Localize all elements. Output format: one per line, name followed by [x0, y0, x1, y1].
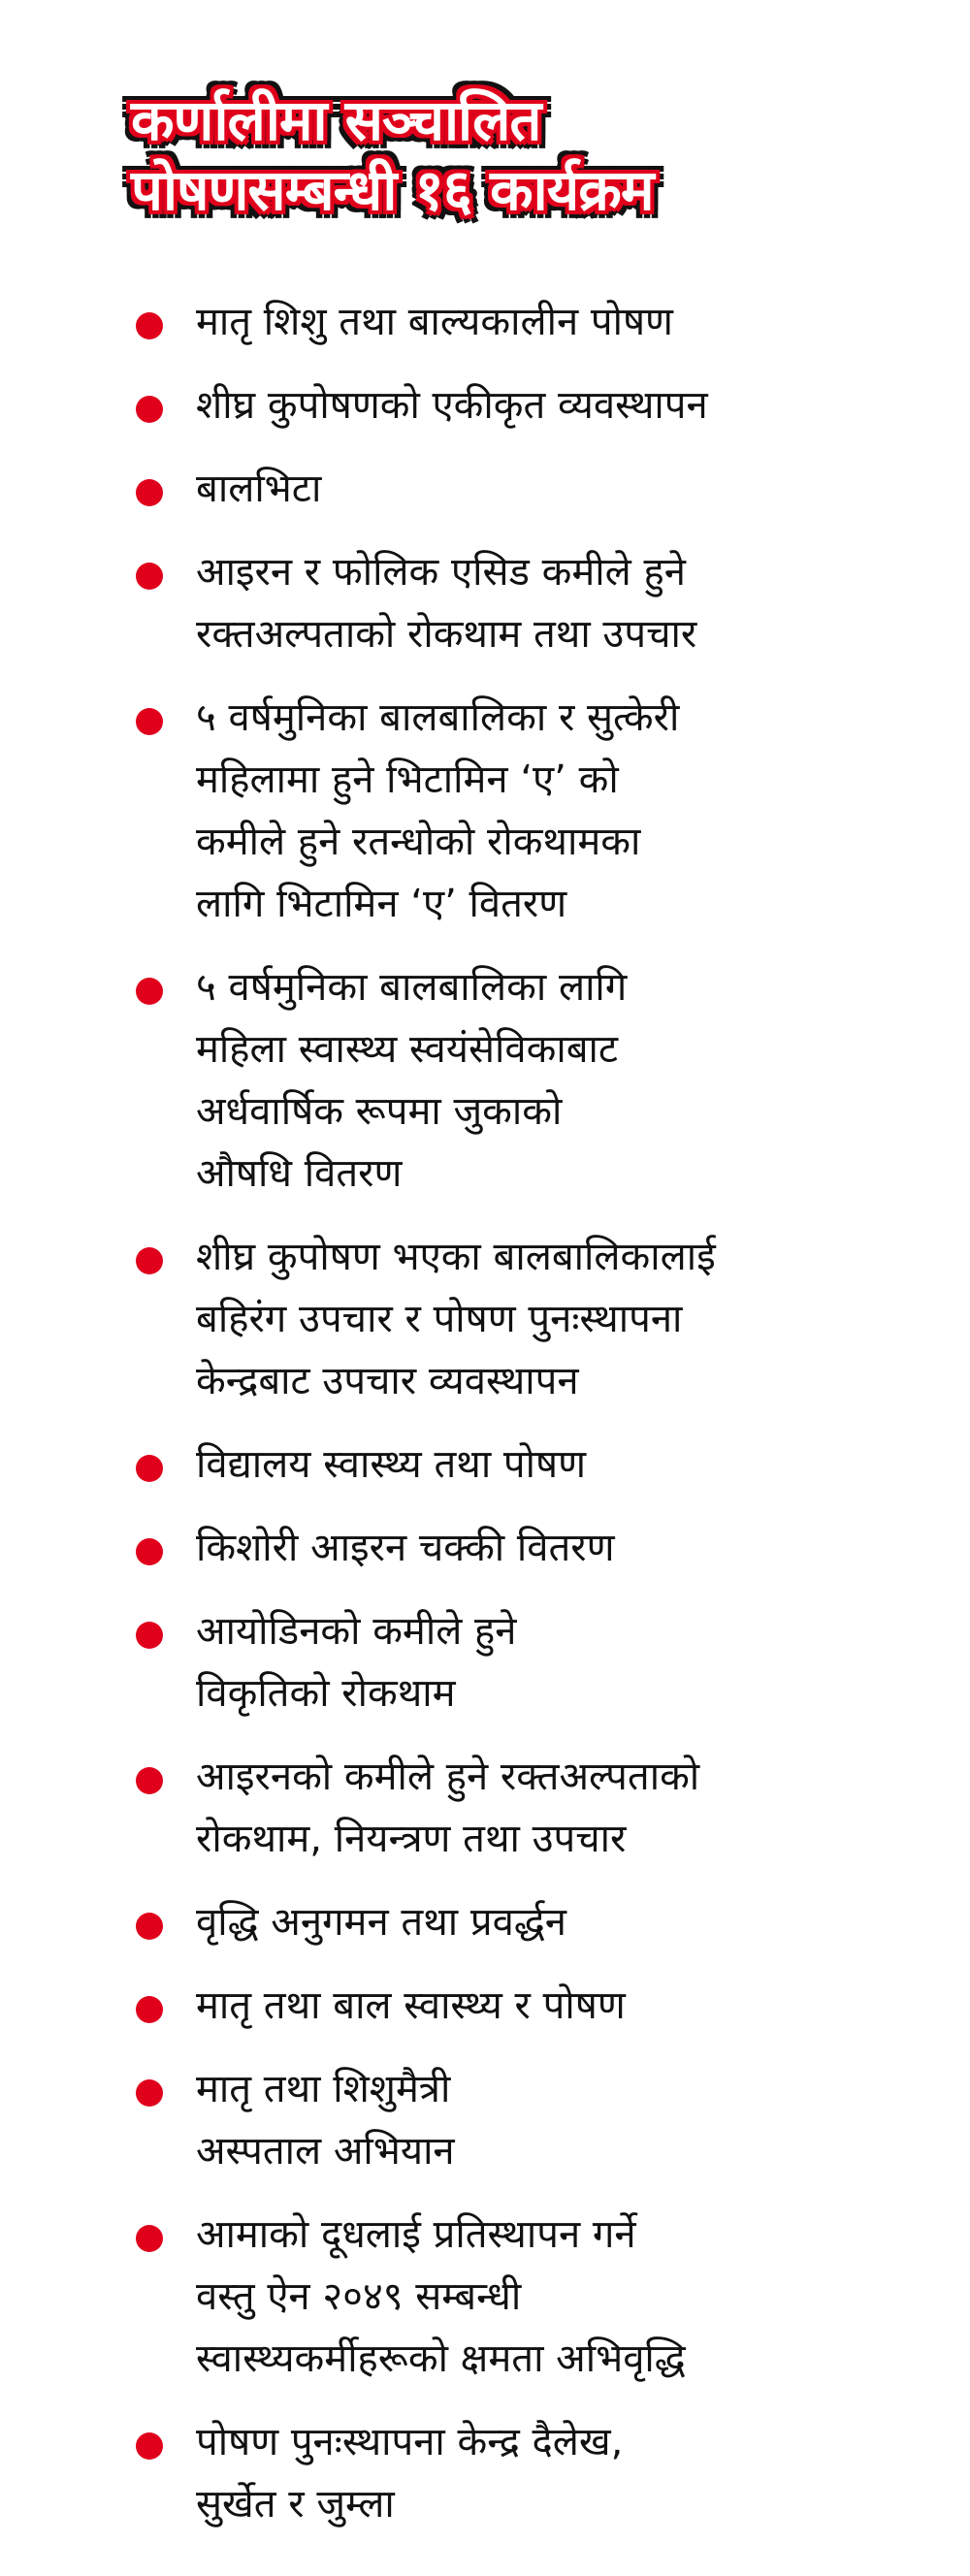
list-item — [136, 956, 931, 1205]
bullet-dot-icon — [136, 479, 163, 506]
list-item — [136, 1517, 931, 1579]
list-item — [136, 1600, 931, 1724]
list-item-text: मातृ तथा शिशुमैत्री अस्पताल अभियान — [196, 2067, 455, 2174]
list-item-text: पोषण पुनःस्थापना केन्द्र दैलेख, सुर्खेत र जुम्ला — [196, 2420, 624, 2527]
bullet-dot-icon — [136, 1913, 163, 1940]
bullet-dot-icon — [136, 1455, 163, 1482]
list-item-text: मातृ तथा बाल स्वास्थ्य र पोषण — [196, 1983, 626, 2028]
page-title — [131, 85, 926, 225]
list-item — [136, 2058, 931, 2182]
bullet-dot-icon — [136, 2079, 163, 2107]
bullet-dot-icon — [136, 2432, 163, 2460]
bullet-dot-icon — [136, 978, 163, 1005]
list-item-text: ५ वर्षमुनिका बालबालिका र सुत्केरी महिलामा हुने भिटामिन ‘ए’ को कमीले हुने रतन्धोको रोकथामका लागि भिटामिन ‘ए’ वितरण — [196, 695, 680, 926]
bullet-dot-icon — [136, 1622, 163, 1649]
bullet-dot-icon — [136, 1996, 163, 2023]
list-item — [136, 374, 931, 436]
list-item-text: विद्यालय स्वास्थ्य तथा पोषण — [196, 1442, 587, 1487]
list-item — [136, 2204, 931, 2390]
list-item — [136, 291, 931, 353]
list-item-text: आइरन र फोलिक एसिड कमीले हुने रक्तअल्पताको रोकथाम तथा उपचार — [196, 550, 697, 657]
list-item-text: बालभिटा — [196, 467, 322, 511]
list-item-text: आयोडिनको कमीले हुने विकृतिको रोकथाम — [196, 1609, 517, 1716]
list-item-text: वृद्धि अनुगमन तथा प्रवर्द्धन — [196, 1900, 566, 1945]
title-line-2: पोषणसम्बन्धी १६ कार्यक्रम — [131, 157, 654, 223]
list-item — [136, 541, 931, 665]
list-item — [136, 1746, 931, 1870]
list-item-text: आइरनको कमीले हुने रक्तअल्पताको रोकथाम, नियन्त्रण तथा उपचार — [196, 1755, 700, 1861]
list-item — [136, 1226, 931, 1412]
bullet-dot-icon — [136, 1538, 163, 1565]
list-item-text: ५ वर्षमुनिका बालबालिका लागि महिला स्वास्थ्य स्वयंसेविकाबाट अर्धवार्षिक रूपमा जुकाको औषधि वितरण — [196, 965, 628, 1196]
list-item — [136, 1433, 931, 1496]
program-list — [136, 291, 931, 2535]
bullet-dot-icon — [136, 1247, 163, 1274]
list-item-text: किशोरी आइरन चक्की वितरण — [196, 1526, 615, 1570]
list-item — [136, 687, 931, 935]
list-item-text: शीघ्र कुपोषणको एकीकृत व्यवस्थापन — [196, 383, 708, 428]
bullet-dot-icon — [136, 312, 163, 339]
list-item-text: शीघ्र कुपोषण भएका बालबालिकालाई बहिरंग उपचार र पोषण पुनःस्थापना केन्द्रबाट उपचार व्यवस्थापन — [196, 1235, 716, 1403]
list-item — [136, 458, 931, 520]
list-item — [136, 2411, 931, 2535]
bullet-dot-icon — [136, 2225, 163, 2252]
bullet-dot-icon — [136, 1767, 163, 1794]
list-item-text: आमाको दूधलाई प्रतिस्थापन गर्ने वस्तु ऐन २०४९ सम्बन्धी स्वास्थ्यकर्मीहरूको क्षमता अभिवृद्धि — [196, 2212, 686, 2381]
list-item-text: मातृ शिशु तथा बाल्यकालीन पोषण — [196, 300, 673, 344]
bullet-dot-icon — [136, 563, 163, 590]
bullet-dot-icon — [136, 708, 163, 735]
list-item — [136, 1891, 931, 1953]
list-item — [136, 1975, 931, 2037]
title-line-1: कर्णालीमा सञ्चालित — [131, 87, 541, 153]
bullet-dot-icon — [136, 396, 163, 423]
